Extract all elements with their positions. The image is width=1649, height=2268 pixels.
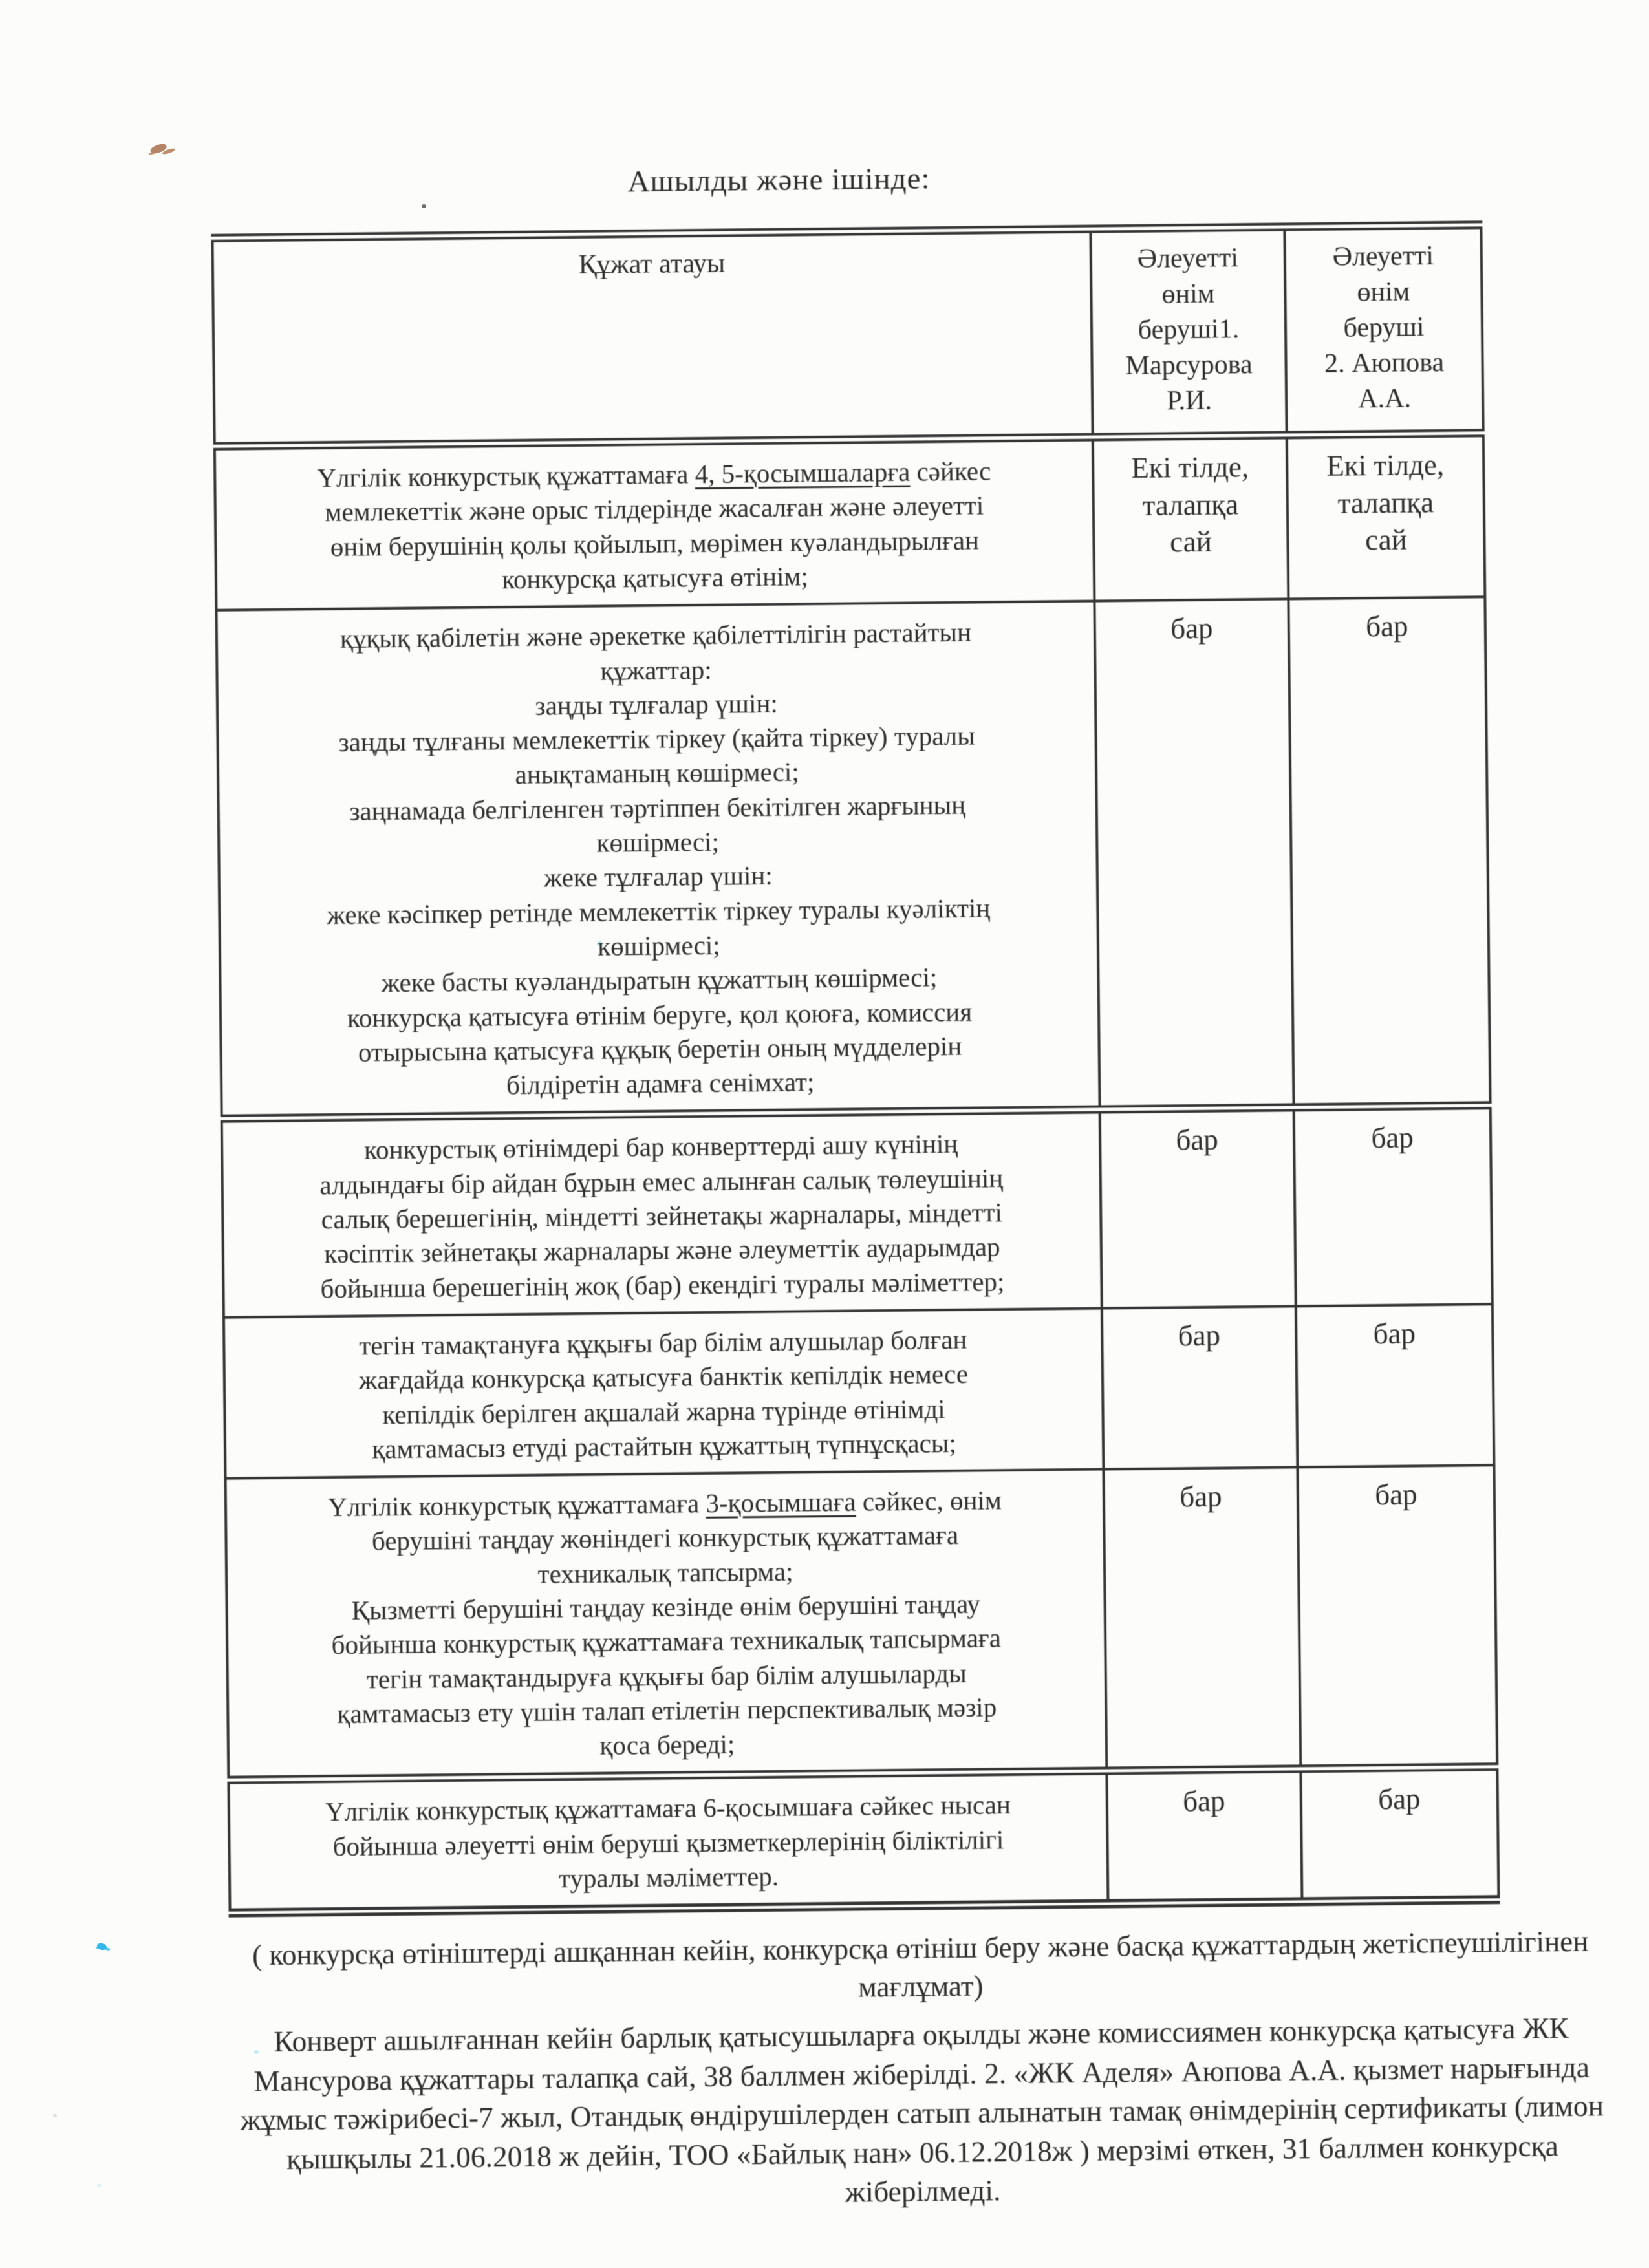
table-row — [228, 1767, 1498, 1913]
header-supplier-2: Әлеуетті өнім беруші 2. Аюпова А.А. — [1284, 225, 1483, 435]
footer-summary: Конверт ашылғаннан кейін барлық қатысушыларға оқылды және комиссиямен конкурсқа қатысуға ЖК Мансурова құжаттары талапқа сай, 38 баллмен жіберілді. 2. «ЖК Аделя» Аюпова А.А. қызмет нарығында жұмыс тәжірибесі-7 жыл, Отандық өндірушілерден сатып алынатын тамақ өнімдерінің сертификаты (лимон қышқылы 21.06.2018 ж дейін, ТОО «Байлық нан» 06.12.2018ж ) мерзімі өткен, 31 баллмен конкурсқа жіберілмеді. — [240, 2011, 1604, 2209]
table-row — [222, 1106, 1493, 1318]
document-name-cell: Үлгілік конкурстық құжаттамаға 4, 5-қосымшаларға сәйкес мемлекеттік және орыс тілдерінде жасалған және әлеуетті өнім берушінің қолы қойылып, мөрімен куәландырылған конкурсқа қатысуға өтінім; — [215, 437, 1095, 610]
supplier1-status-cell: Екі тілде, талапқа сай — [1093, 435, 1289, 601]
supplier1-status-cell: бар — [1102, 1306, 1298, 1469]
header-document-name: Құжат атауы — [212, 229, 1092, 446]
document-name-cell: құқық қабілетін және әрекетке қабілеттілігін растайтын құжаттар: заңды тұлғалар үшін: заңды тұлғаны мемлекеттік тіркеу (қайта тіркеу) туралы анықтаманың көшірмесі; заңнамада белгіленген тәртіппен бекітілген жарғының көшірмесі; жеке тұлғалар үшін: жеке кәсіпкер ретінде мемлекеттік тіркеу туралы куәліктің көшірмесі; жеке басты куәландыратын құжаттың көшірмесі; конкурсқа қатысуға өтінім беруге, қол қоюға, комиссия отырысына қатысуға құқық беретін оның мүдделерін білдіретін адамға сенімхат; — [216, 601, 1099, 1119]
table-header-row — [212, 225, 1483, 447]
supplier2-status-cell: бар — [1300, 1767, 1498, 1902]
table-body — [215, 433, 1499, 1913]
supplier2-status-cell: Екі тілде, талапқа сай — [1287, 433, 1485, 599]
table-row — [226, 1465, 1498, 1780]
document-name-cell: конкурстық өтінімдері бар конверттерді ашу күнінің алдындағы бір айдан бұрын емес алынған салық төлеушінің салық берешегінің, міндетті зейнетақы жарналары, міндетті кәсіптік зейнетақы жарналары және әлеуметтік аударымдар бойынша берешегінің жоқ (бар) екендігі туралы мәліметтер; — [222, 1109, 1102, 1317]
documents-table — [211, 220, 1500, 1918]
supplier2-status-cell: бар — [1288, 597, 1490, 1108]
supplier1-status-cell: бар — [1100, 1107, 1296, 1308]
document-name-cell: Үлгілік конкурстық құжаттамаға 6-қосымшаға сәйкес нысан бойынша әлеуетті өнім беруші қызметкерлерінің біліктілігі туралы мәліметтер. — [228, 1771, 1108, 1913]
supplier2-status-cell: бар — [1294, 1106, 1493, 1306]
supplier1-status-cell: бар — [1094, 599, 1293, 1110]
table-row — [224, 1304, 1494, 1479]
footer-note: ( конкурсқа өтініштерді ашқаннан кейін, конкурсқа өтініш беру және басқа құжаттардың жетіспеушілігінен мағлұмат) — [252, 1925, 1589, 2004]
document-name-cell: тегін тамақтануға құқығы бар білім алушылар болған жағдайда конкурсқа қатысуға банктік кепілдік немесе кепілдік берілген ақшалай жарна түрінде өтінімді қамтамасыз етуді растайтын құжаттың түпнұсқасы; — [224, 1308, 1104, 1478]
table-row — [215, 433, 1485, 610]
supplier1-status-cell: бар — [1106, 1769, 1302, 1904]
document-name-cell: Үлгілік конкурстық құжаттамаға 3-қосымшаға сәйкес, өнім берушіні таңдау жөніндегі конкурстық құжаттамаға техникалық тапсырма; Қызметті берушіні таңдау кезінде өнім берушіні таңдау бойынша конкурстық құжаттамаға техникалық тапсырмаға тегін тамақтандыруға құқығы бар білім алушыларды қамтамасыз ету үшін талап етілетін перспективалық мәзір қоса береді; — [226, 1470, 1107, 1781]
supplier2-status-cell: бар — [1297, 1465, 1497, 1769]
document-flow — [0, 219, 1649, 2221]
supplier2-status-cell: бар — [1296, 1304, 1494, 1467]
supplier1-status-cell: бар — [1103, 1467, 1300, 1771]
table-row — [216, 597, 1490, 1119]
header-supplier-1: Әлеуетті өнім беруші1. Марсурова Р.И. — [1090, 227, 1286, 437]
page-title: Ашылды және ішінде: — [627, 162, 931, 199]
